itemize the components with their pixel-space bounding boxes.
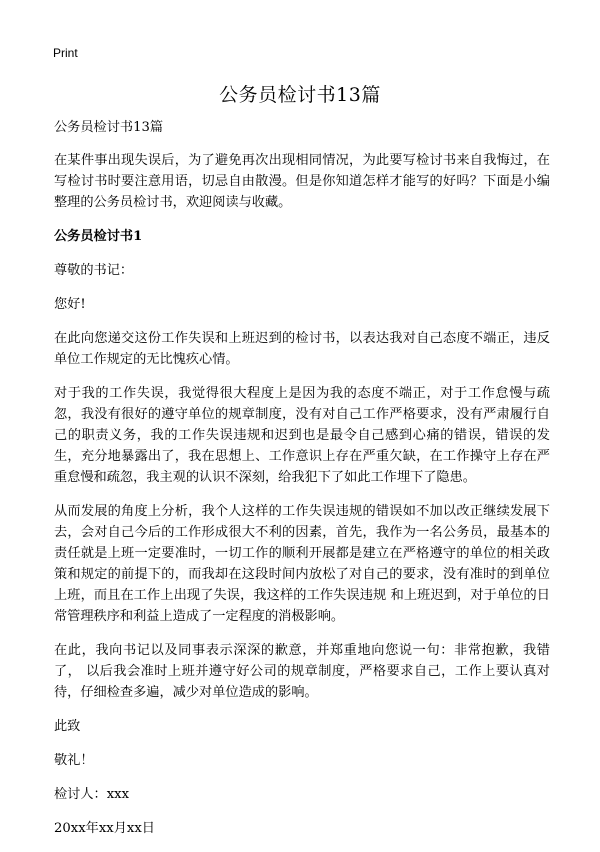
closing-line-2: 敬礼！ xyxy=(54,753,94,768)
body-paragraph-1: 在此向您递交这份工作失误和上班迟到的检讨书，以表达我对自己态度不端正，违反单位工作规定的无比愧疚心情。 xyxy=(54,331,550,367)
section-heading: 公务员检讨书1 xyxy=(54,229,143,244)
print-link[interactable]: Print xyxy=(53,46,78,60)
date: 20xx年xx月xx日 xyxy=(54,821,155,836)
salutation: 尊敬的书记： xyxy=(54,263,134,278)
greeting: 您好! xyxy=(54,297,86,312)
body-paragraph-2: 对于我的工作失误，我觉得很大程度上是因为我的态度不端正，对于工作怠慢与疏忽，我没有很好的遵守单位的规章制度，没有对自己工作严格要求，没有严肃履行自己的职责义务，我的工作失误违规和迟到也是最令自己感到心痛的错误，错误的发生，充分地暴露出了，我在思想上、工作意识上存在严重欠缺，在工作操守上存在严重怠慢和疏忽，我主观的认识不深刻，给我犯下了如此工作埋下了隐患。 xyxy=(54,386,550,485)
article-subtitle: 公务员检讨书13篇 xyxy=(54,120,164,135)
intro-paragraph: 在某件事出现失误后，为了避免再次出现相同情况，为此要写检讨书来自我悔过，在写检讨书时要注意用语，切忌自由散漫。但是你知道怎样才能写的好吗？下面是小编整理的公务员检讨书，欢迎阅读与收藏。 xyxy=(54,153,550,210)
page-title: 公务员检讨书13篇 xyxy=(219,84,381,106)
signature: 检讨人：xxx xyxy=(54,787,130,802)
article-body xyxy=(54,117,550,852)
closing-line-1: 此致 xyxy=(54,719,81,734)
body-paragraph-4: 在此，我向书记以及同事表示深深的歉意，并郑重地向您说一句：非常抱歉，我错了， 以后我会准时上班并遵守好公司的规章制度，严格要求自己，工作上要认真对待，仔细检查多遍，减少对单位造成的影响。 xyxy=(54,643,550,700)
body-paragraph-3: 从而发展的角度上分析，我个人这样的工作失误违规的错误如不加以改正继续发展下去，会对自己今后的工作形成很大不利的因素，首先，我作为一名公务员，最基本的责任就是上班一定要准时，一切工作的顺利开展都是建立在严格遵守的单位的相关政策和规定的前提下的，而我却在这段时间内放松了对自己的要求，没有准时的到单位上班，而且在工作上出现了失误，我这样的工作失误违规 和上班迟到，对于单位的日常管理秩序和利益上造成了一定程度的消极影响。 xyxy=(54,504,550,624)
